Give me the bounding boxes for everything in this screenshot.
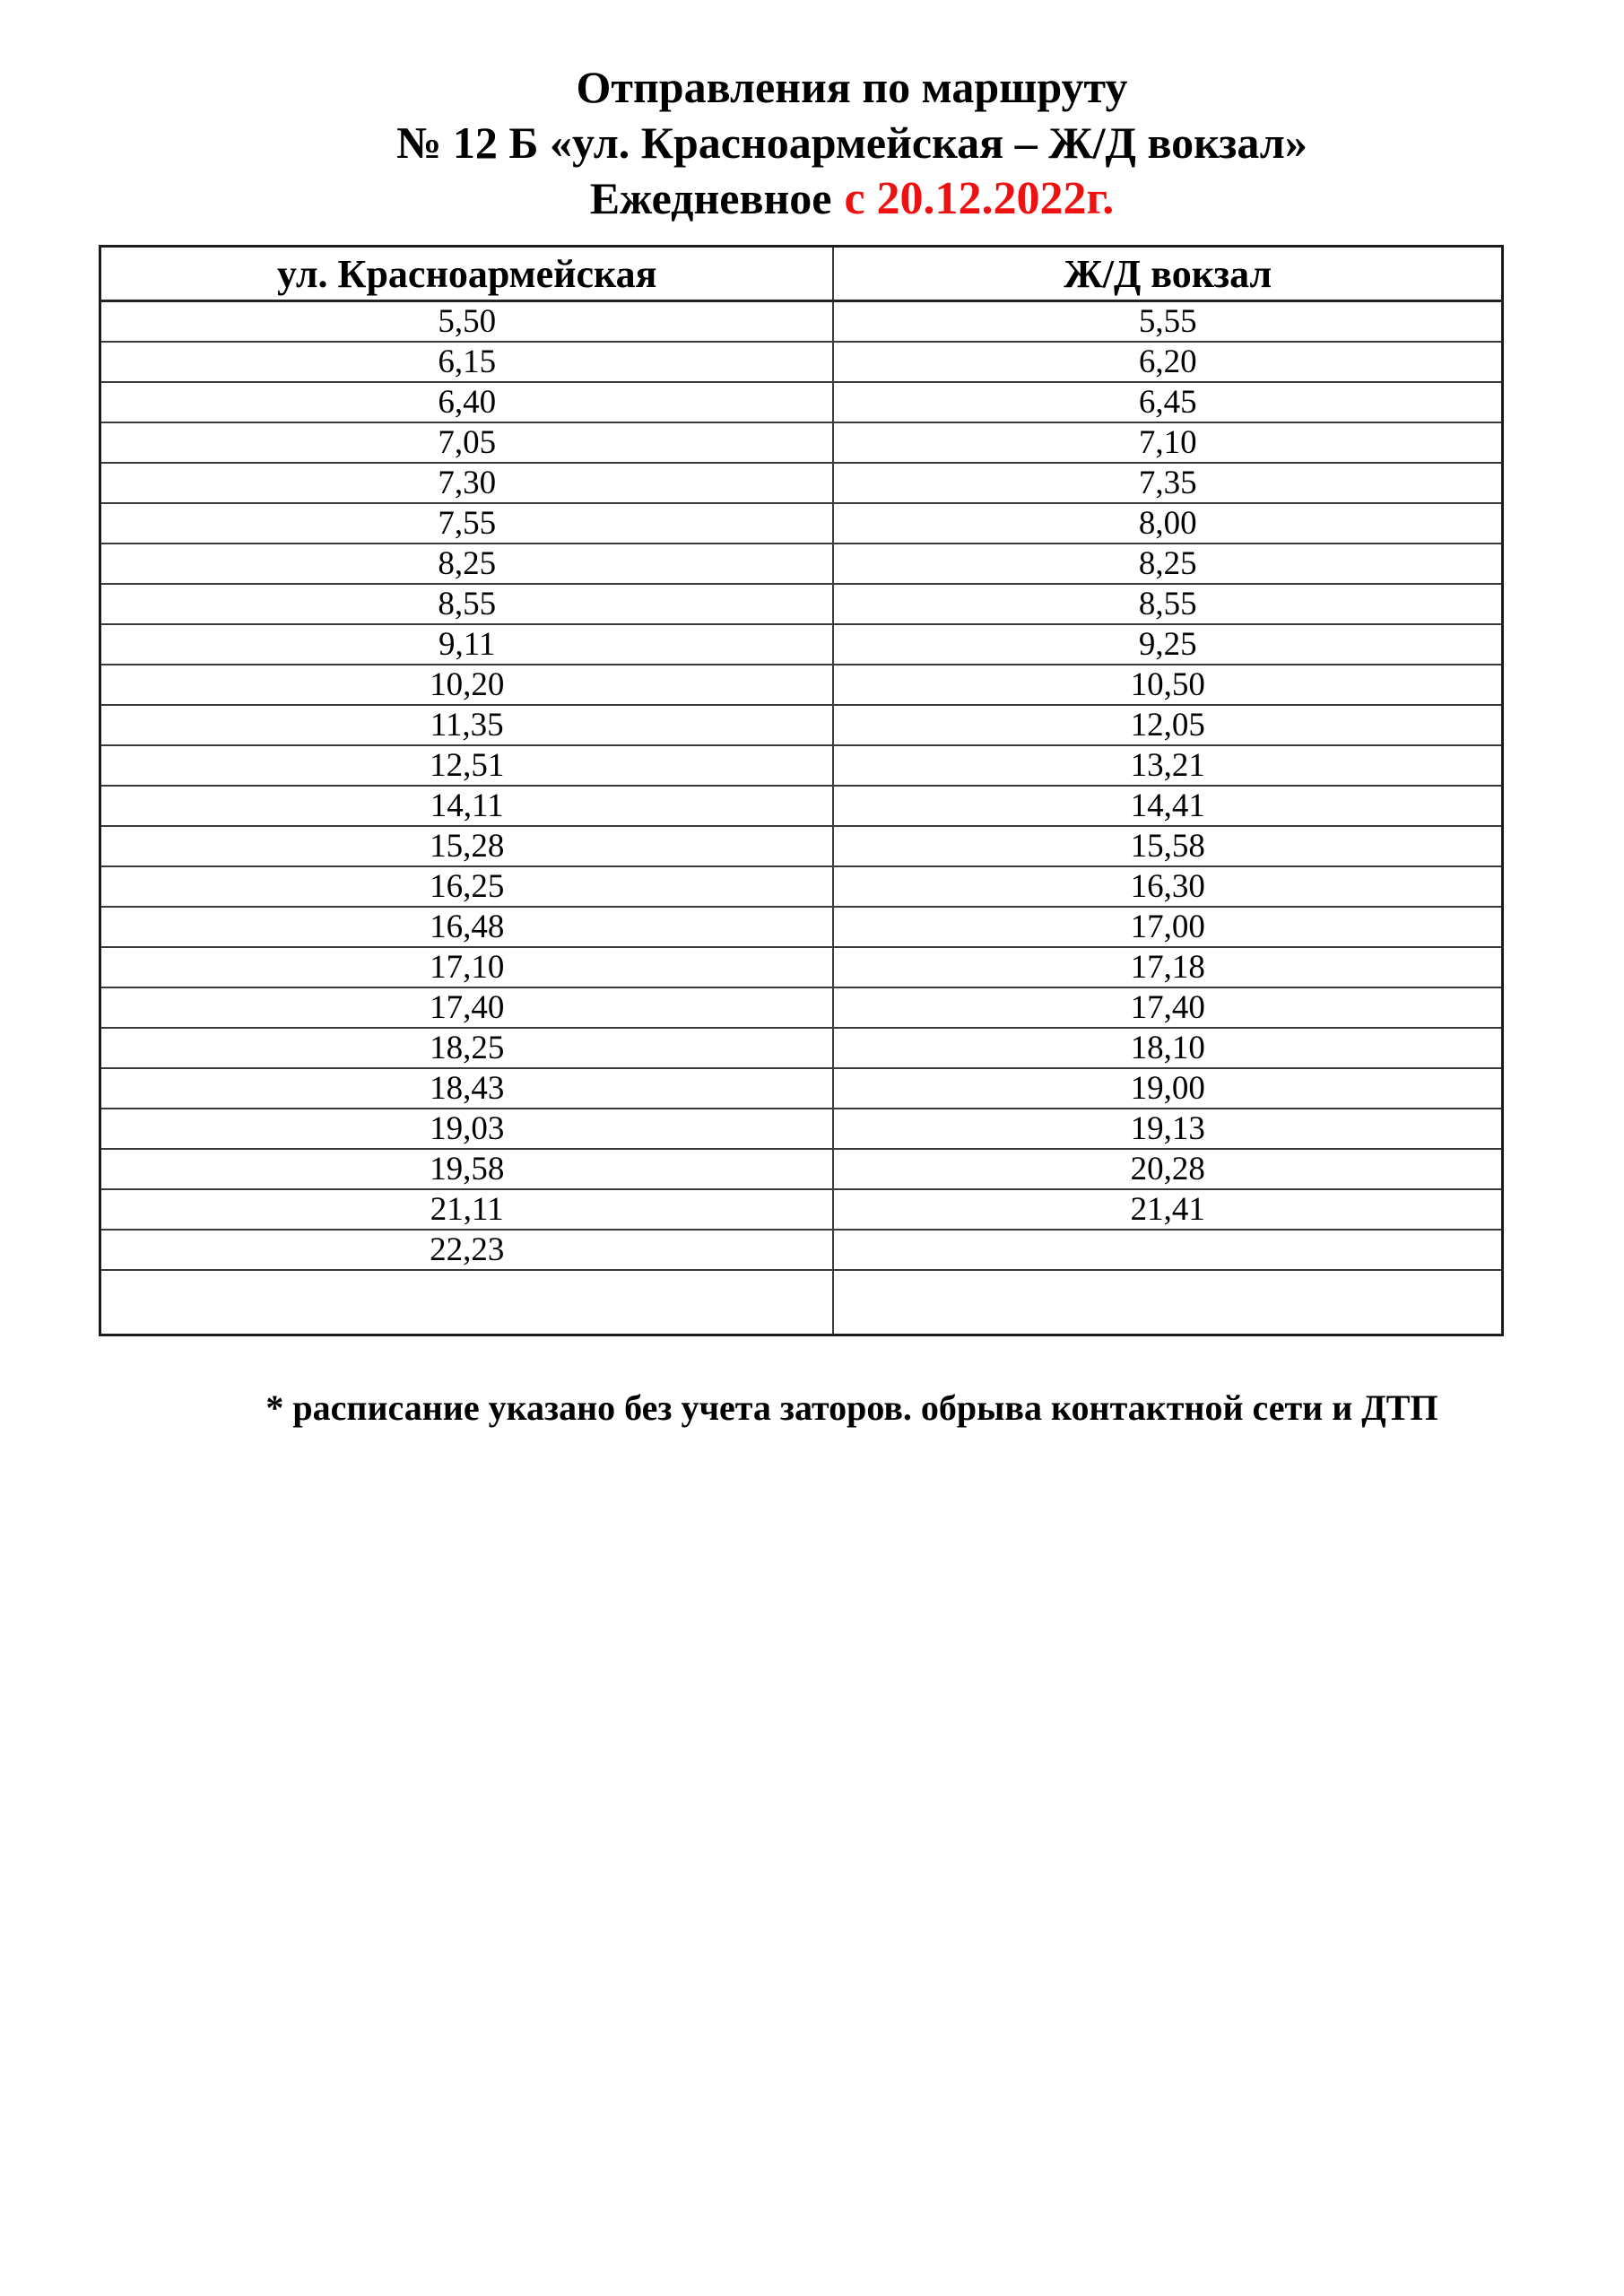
time-cell	[833, 1270, 1502, 1335]
time-cell: 17,10	[100, 947, 834, 987]
time-cell: 9,11	[100, 624, 834, 665]
table-row	[100, 786, 1503, 826]
time-cell	[833, 1230, 1502, 1270]
time-cell: 18,10	[833, 1028, 1502, 1068]
time-cell: 13,21	[833, 745, 1502, 786]
schedule-body	[100, 301, 1503, 1335]
title-line-1: Отправления по маршруту	[576, 62, 1128, 112]
time-cell: 12,51	[100, 745, 834, 786]
time-cell: 10,20	[100, 665, 834, 705]
table-row	[100, 826, 1503, 866]
table-row	[100, 1028, 1503, 1068]
time-cell: 7,05	[100, 422, 834, 463]
table-row	[100, 907, 1503, 947]
time-cell	[100, 1270, 834, 1335]
time-cell: 16,30	[833, 866, 1502, 907]
time-cell: 17,40	[833, 987, 1502, 1028]
table-row	[100, 1109, 1503, 1149]
time-cell: 17,18	[833, 947, 1502, 987]
time-cell: 17,00	[833, 907, 1502, 947]
time-cell: 7,10	[833, 422, 1502, 463]
time-cell: 8,25	[833, 544, 1502, 584]
time-cell: 16,48	[100, 907, 834, 947]
page-title	[99, 0, 1605, 227]
column-header-krasnoarmeyskaya: ул. Красноармейская	[100, 247, 834, 301]
table-row	[100, 947, 1503, 987]
time-cell: 8,00	[833, 503, 1502, 544]
time-cell: 9,25	[833, 624, 1502, 665]
time-cell: 8,55	[100, 584, 834, 624]
time-cell: 21,11	[100, 1189, 834, 1230]
header-row	[100, 247, 1503, 301]
time-cell: 10,50	[833, 665, 1502, 705]
time-cell: 17,40	[100, 987, 834, 1028]
effective-date: с 20.12.2022г.	[844, 173, 1115, 224]
time-cell: 7,30	[100, 463, 834, 503]
table-row	[100, 544, 1503, 584]
page-content	[99, 0, 1605, 1429]
column-header-railway-station: Ж/Д вокзал	[833, 247, 1502, 301]
table-row	[100, 745, 1503, 786]
time-cell: 11,35	[100, 705, 834, 745]
table-row	[100, 866, 1503, 907]
time-cell: 6,15	[100, 342, 834, 382]
table-row	[100, 705, 1503, 745]
table-row	[100, 987, 1503, 1028]
title-line-2: № 12 Б «ул. Красноармейская – Ж/Д вокзал»	[396, 117, 1307, 168]
table-row	[100, 1270, 1503, 1335]
title-line-3	[99, 170, 1605, 227]
time-cell: 19,00	[833, 1068, 1502, 1109]
time-cell: 15,28	[100, 826, 834, 866]
table-row	[100, 1230, 1503, 1270]
time-cell: 7,55	[100, 503, 834, 544]
schedule-table	[99, 245, 1504, 1336]
time-cell: 22,23	[100, 1230, 834, 1270]
time-cell: 14,11	[100, 786, 834, 826]
time-cell: 18,43	[100, 1068, 834, 1109]
time-cell: 19,58	[100, 1149, 834, 1189]
table-row	[100, 1189, 1503, 1230]
time-cell: 6,45	[833, 382, 1502, 422]
table-row	[100, 584, 1503, 624]
time-cell: 20,28	[833, 1149, 1502, 1189]
table-row	[100, 1068, 1503, 1109]
time-cell: 14,41	[833, 786, 1502, 826]
table-row	[100, 1149, 1503, 1189]
time-cell: 5,50	[100, 301, 834, 343]
table-row	[100, 342, 1503, 382]
time-cell: 6,20	[833, 342, 1502, 382]
schedule-frequency-label: Ежедневное	[589, 173, 832, 223]
time-cell: 12,05	[833, 705, 1502, 745]
time-cell: 18,25	[100, 1028, 834, 1068]
schedule-table-header	[100, 247, 1503, 301]
time-cell: 16,25	[100, 866, 834, 907]
time-cell: 8,25	[100, 544, 834, 584]
time-cell: 8,55	[833, 584, 1502, 624]
time-cell: 19,03	[100, 1109, 834, 1149]
table-row	[100, 503, 1503, 544]
time-cell: 6,40	[100, 382, 834, 422]
table-row	[100, 382, 1503, 422]
time-cell: 5,55	[833, 301, 1502, 343]
table-row	[100, 463, 1503, 503]
footnote: * расписание указано без учета заторов. обрыва контактной сети и ДТП	[265, 1387, 1438, 1428]
time-cell: 19,13	[833, 1109, 1502, 1149]
time-cell: 15,58	[833, 826, 1502, 866]
table-row	[100, 665, 1503, 705]
table-row	[100, 624, 1503, 665]
table-row	[100, 422, 1503, 463]
time-cell: 7,35	[833, 463, 1502, 503]
time-cell: 21,41	[833, 1189, 1502, 1230]
table-row	[100, 301, 1503, 343]
